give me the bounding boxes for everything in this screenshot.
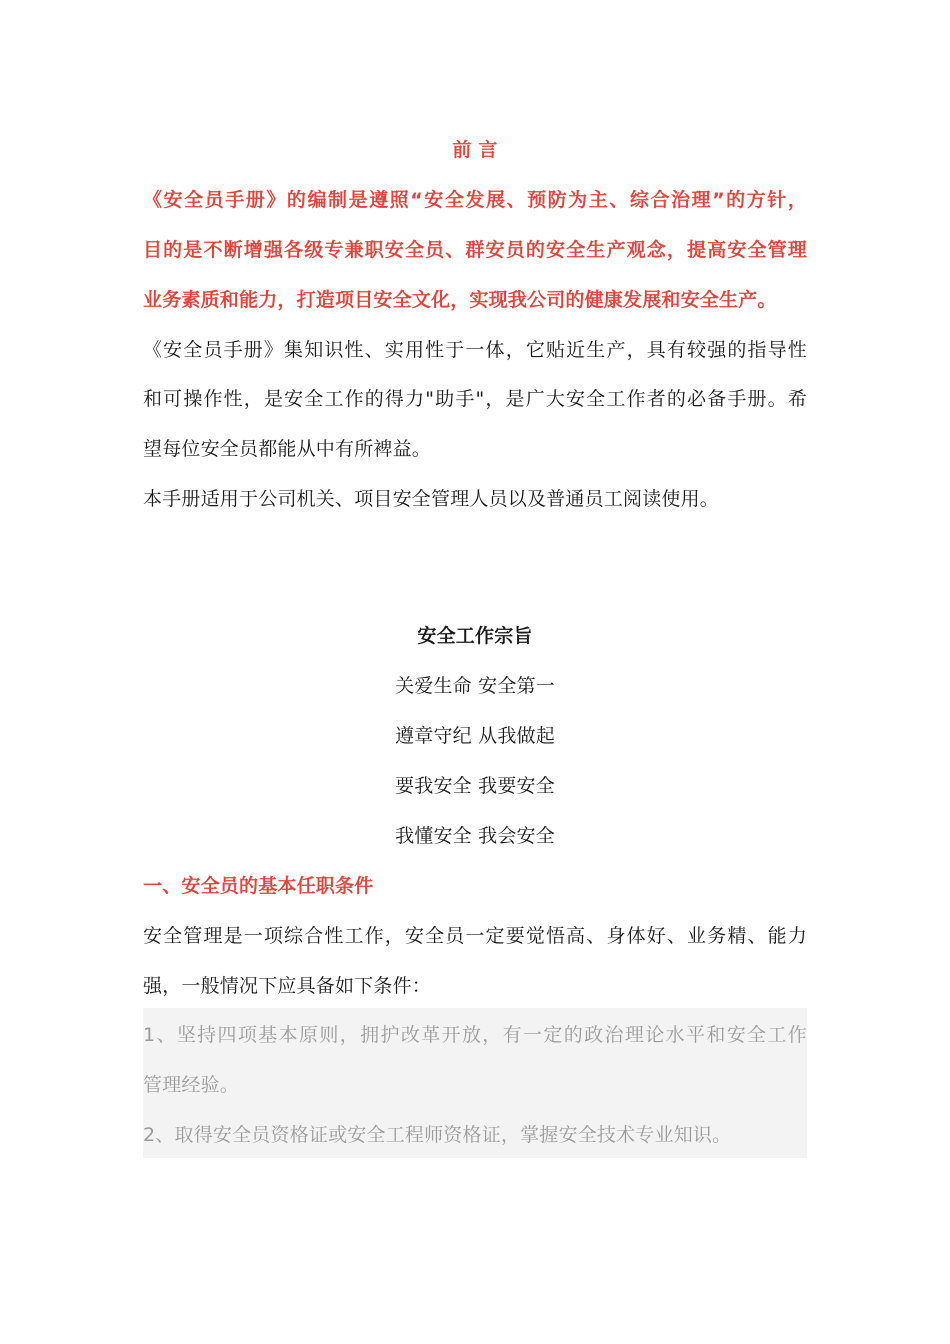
preface-red-line-3: 业务素质和能力，打造项目安全文化，实现我公司的健康发展和安全生产。 bbox=[143, 289, 777, 311]
tenet-line-1: 关爱生命 安全第一 bbox=[395, 675, 555, 697]
tenet-line-4: 我懂安全 我会安全 bbox=[395, 825, 555, 847]
preface-title: 前 言 bbox=[452, 139, 498, 161]
section1-body-line-2: 强，一般情况下应具备如下条件： bbox=[143, 975, 432, 997]
quote-line-3: 2、取得安全员资格证或安全工程师资格证，掌握安全技术专业知识。 bbox=[143, 1124, 732, 1146]
preface-body-line-2: 和可操作性，是安全工作的得力"助手"，是广大安全工作者的必备手册。希 bbox=[143, 388, 807, 410]
section1-body-line-1: 安全管理是一项综合性工作，安全员一定要觉悟高、身体好、业务精、能力 bbox=[143, 925, 807, 947]
tenet-title: 安全工作宗旨 bbox=[417, 625, 533, 647]
preface-red-line-2: 目的是不断增强各级专兼职安全员、群安员的安全生产观念，提高安全管理 bbox=[143, 239, 807, 261]
tenet-line-3: 要我安全 我要安全 bbox=[395, 775, 555, 797]
preface-body-line-3: 望每位安全员都能从中有所裨益。 bbox=[143, 438, 432, 460]
preface-red-line-1: 《安全员手册》的编制是遵照“安全发展、预防为主、综合治理”的方针， bbox=[143, 189, 807, 211]
quote-line-1: 1、坚持四项基本原则，拥护改革开放，有一定的政治理论水平和安全工作 bbox=[143, 1024, 807, 1046]
section1-heading: 一、安全员的基本任职条件 bbox=[143, 875, 374, 897]
tenet-line-2: 遵章守纪 从我做起 bbox=[395, 725, 555, 747]
preface-body-line-4: 本手册适用于公司机关、项目安全管理人员以及普通员工阅读使用。 bbox=[143, 488, 720, 510]
quote-line-2: 管理经验。 bbox=[143, 1074, 240, 1096]
preface-body-line-1: 《安全员手册》集知识性、实用性于一体，它贴近生产，具有较强的指导性 bbox=[143, 339, 807, 361]
